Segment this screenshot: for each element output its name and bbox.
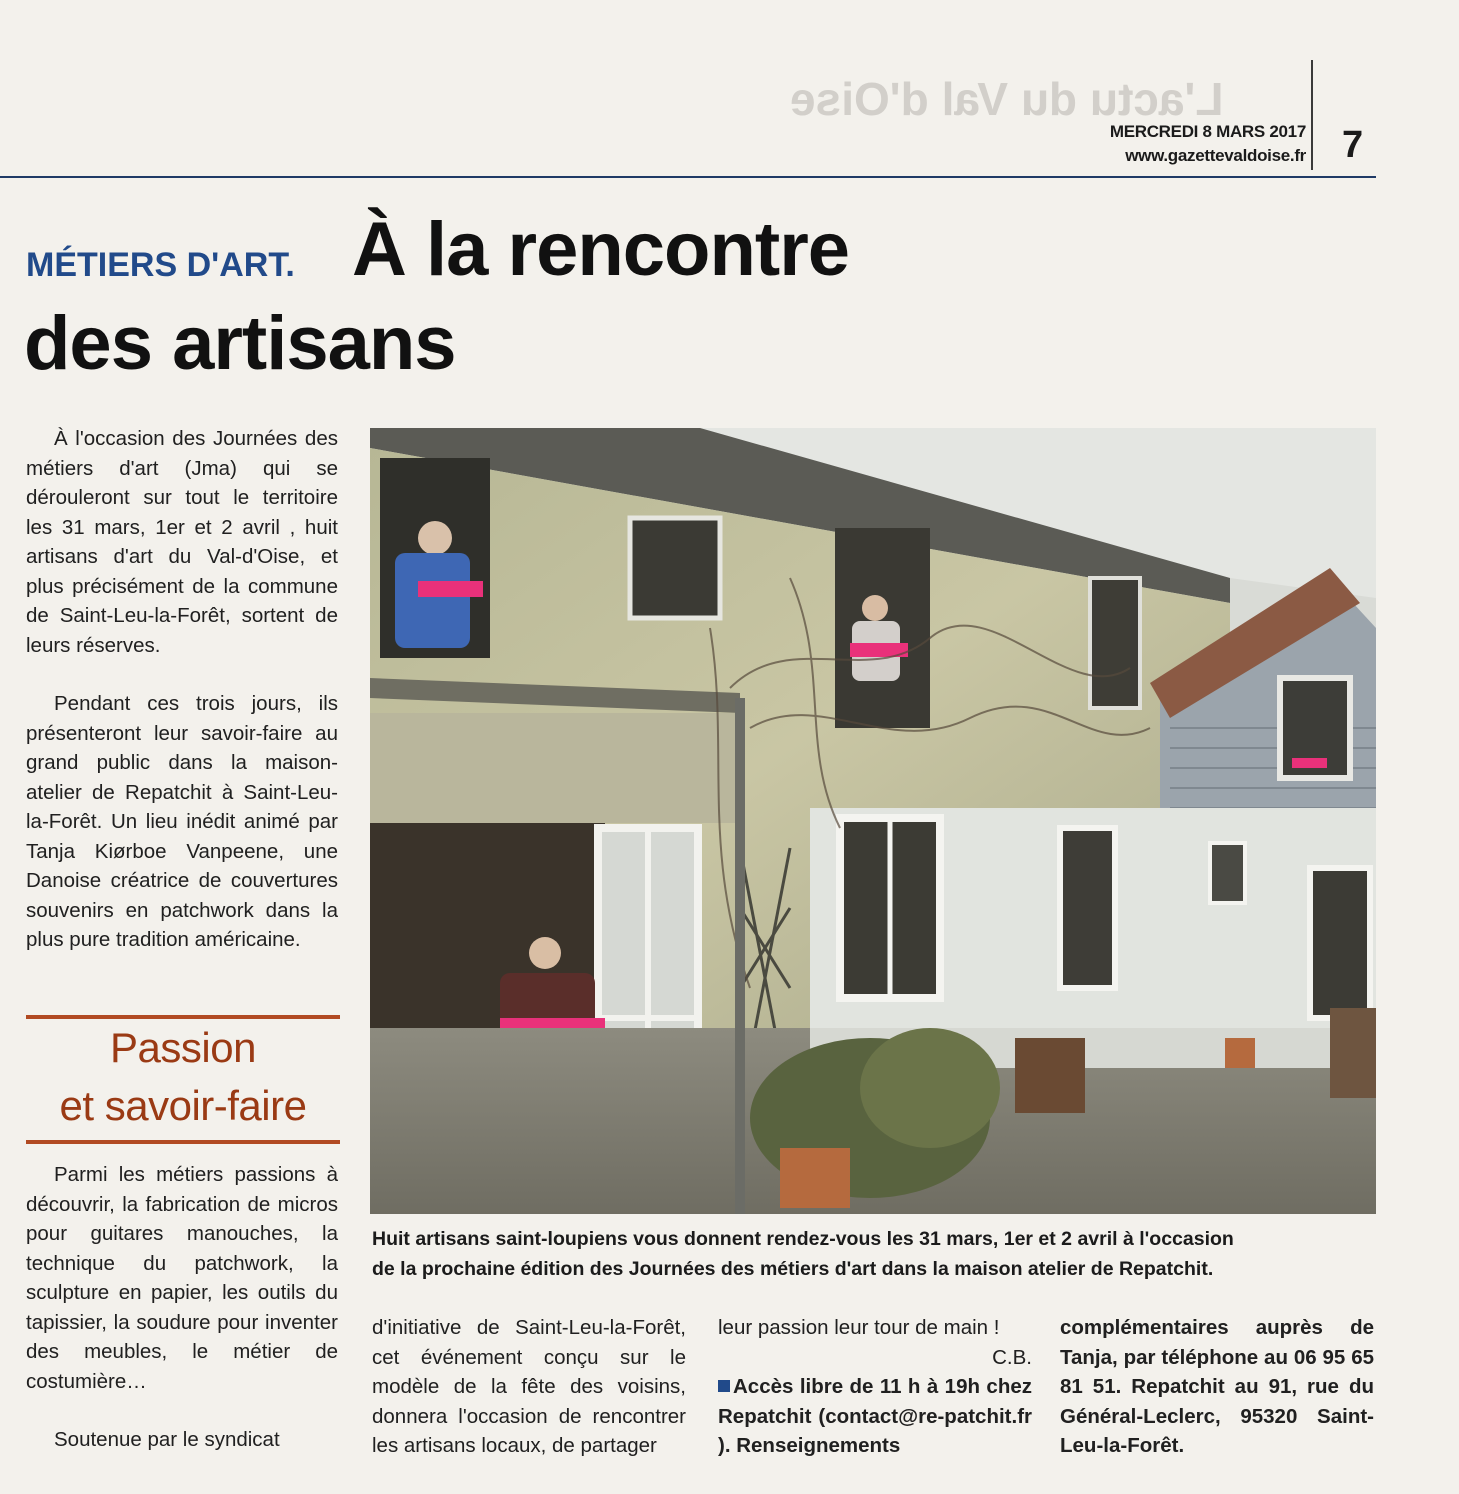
header-rule <box>0 176 1376 178</box>
info-bullet-icon <box>718 1380 730 1392</box>
intertitle-line-1: Passion <box>110 1024 256 1071</box>
author-signature: C.B. <box>992 1345 1032 1369</box>
headline-line-2: des artisans <box>24 301 456 386</box>
header-vertical-rule <box>1311 60 1313 170</box>
caption-line-2: de la prochaine édition des Journées des métiers d'art dans la maison atelier de Repatchit. <box>372 1258 1214 1280</box>
body-column-2 <box>372 1313 686 1461</box>
bleed-through-title: L'actu du Val d'Oise <box>790 73 1224 125</box>
issue-date: MERCREDI 8 MARS 2017 <box>1109 122 1306 141</box>
body-column-1 <box>26 1160 338 1455</box>
caption-line-1: Huit artisans saint-loupiens vous donnent rendez-vous les 31 mars, 1er et 2 avril à l'occasion <box>372 1228 1234 1250</box>
info-text: Accès libre de 11 h à 19h chez Repatchit (contact@re-patchit.fr ). Renseignements <box>718 1375 1032 1457</box>
headline-line-1: À la rencontre <box>352 207 850 292</box>
intertitle-line-2: et savoir-faire <box>59 1082 307 1129</box>
body-paragraph-1: Parmi les métiers passions à découvrir, la fabrication de micros pour guitares manouches, la technique du patchwork, la sculpture en papier, les outils du tapissier, la soudure pour inventer des meubles, le métier de costumière… <box>26 1163 338 1393</box>
body-column-4 <box>1060 1313 1374 1461</box>
article-rubric: MÉTIERS D'ART. <box>26 246 295 284</box>
body-paragraph-2: Soutenue par le syndicat <box>54 1428 280 1451</box>
body-column-3 <box>718 1313 1032 1461</box>
intertitle-rule-bottom <box>26 1140 340 1144</box>
contact-paragraph: complémentaires auprès de Tanja, par téléphone au 06 95 65 81 51. Repatchit au 91, rue du Général-Leclerc, 95320 Saint-Leu-la-Forêt. <box>1060 1316 1374 1457</box>
photo-caption <box>372 1224 1376 1284</box>
body-paragraph-4: leur passion leur tour de main ! <box>718 1316 1000 1339</box>
intro-column <box>26 424 338 955</box>
intro-paragraph-1: À l'occasion des Journées des métiers d'art (Jma) qui se dérouleront sur tout le territoire les 31 mars, 1er et 2 avril , huit artisans d'art du Val-d'Oise, et plus précisément de la commune de Saint-Leu-la-Forêt, sortent de leurs réserves. <box>26 427 338 657</box>
article-photo <box>370 428 1376 1214</box>
intertitle-rule-top <box>26 1015 340 1019</box>
body-paragraph-3: d'initiative de Saint-Leu-la-Forêt, cet événement conçu sur le modèle de la fête des voisins, donnera l'occasion de rencontrer les artisans locaux, de partager <box>372 1316 686 1457</box>
info-paragraph <box>718 1372 1032 1461</box>
intro-paragraph-2: Pendant ces trois jours, ils présenteront leur savoir-faire au grand public dans la maison-atelier de Repatchit à Saint-Leu-la-Forêt. Un lieu inédit animé par Tanja Kiørboe Vanpeene, une Danoise créatrice de couvertures souvenirs en patchwork dans la plus pure tradition américaine. <box>26 692 338 951</box>
house-photo-illustration <box>370 428 1376 1214</box>
website-link[interactable]: www.gazettevaldoise.fr <box>1125 146 1306 165</box>
page-number: 7 <box>1342 124 1364 166</box>
